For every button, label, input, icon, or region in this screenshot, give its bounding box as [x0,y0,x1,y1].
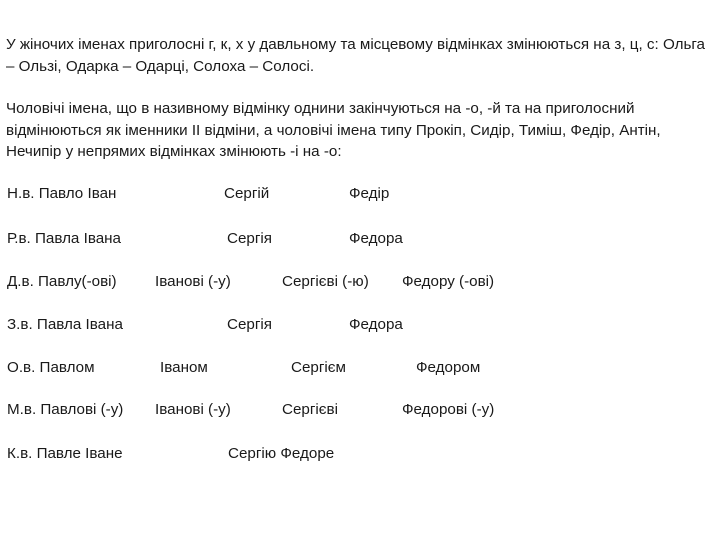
rule-paragraph-masculine: Чоловічі імена, що в називному відмінку однини закінчуються на -о, -й та на приголосний відмінюються як іменники ІІ відміни, а чоловічі імена типу Прокіп, Сидір, Тиміш, Федір, Антін, Нечипір у непрямих відмінках змінюють -і на -о: [6,100,661,160]
form-serhii-fedir: Сергію Федоре [228,445,335,462]
form-fedir: Федора [349,230,403,247]
declension-row-dative [0,272,720,292]
form-serhii: Сергій [224,185,270,202]
form-serhii: Сергія [227,316,272,333]
row-label-nominative: Н.в. Павло Іван [7,185,117,202]
form-fedir: Федору (-ові) [402,273,495,290]
row-label-dative: Д.в. Павлу(-ові) [7,273,117,290]
declension-row-genitive [0,229,720,249]
row-label-genitive: Р.в. Павла Івана [7,230,121,247]
declension-row-instrumental [0,358,720,378]
declension-row-vocative [0,444,720,464]
declension-row-locative [0,400,720,420]
declension-row-nominative [0,184,720,204]
declension-row-accusative [0,315,720,335]
form-fedir: Федір [349,185,390,202]
form-fedir: Федорові (-у) [402,401,495,418]
form-fedir: Федором [416,359,481,376]
row-label-instrumental: О.в. Павлом [7,359,95,376]
form-fedir: Федора [349,316,403,333]
form-ivan: Іваном [160,359,208,376]
form-serhii: Сергієві (-ю) [282,273,369,290]
form-serhii: Сергія [227,230,272,247]
row-label-locative: М.в. Павлові (-у) [7,401,124,418]
row-label-vocative: К.в. Павле Іване [7,445,123,462]
form-serhii: Сергієм [291,359,346,376]
row-label-accusative: З.в. Павла Івана [7,316,123,333]
form-serhii: Сергієві [282,401,338,418]
form-ivan: Іванові (-у) [155,273,231,290]
rule-paragraph-feminine: У жіночих іменах приголосні г, к, х у давльному та місцевому відмінках змінюються на з, ц, с: Ольга – Ользі, Одарка – Одарці, Солоха – Солосі. [6,36,706,75]
form-ivan: Іванові (-у) [155,401,231,418]
